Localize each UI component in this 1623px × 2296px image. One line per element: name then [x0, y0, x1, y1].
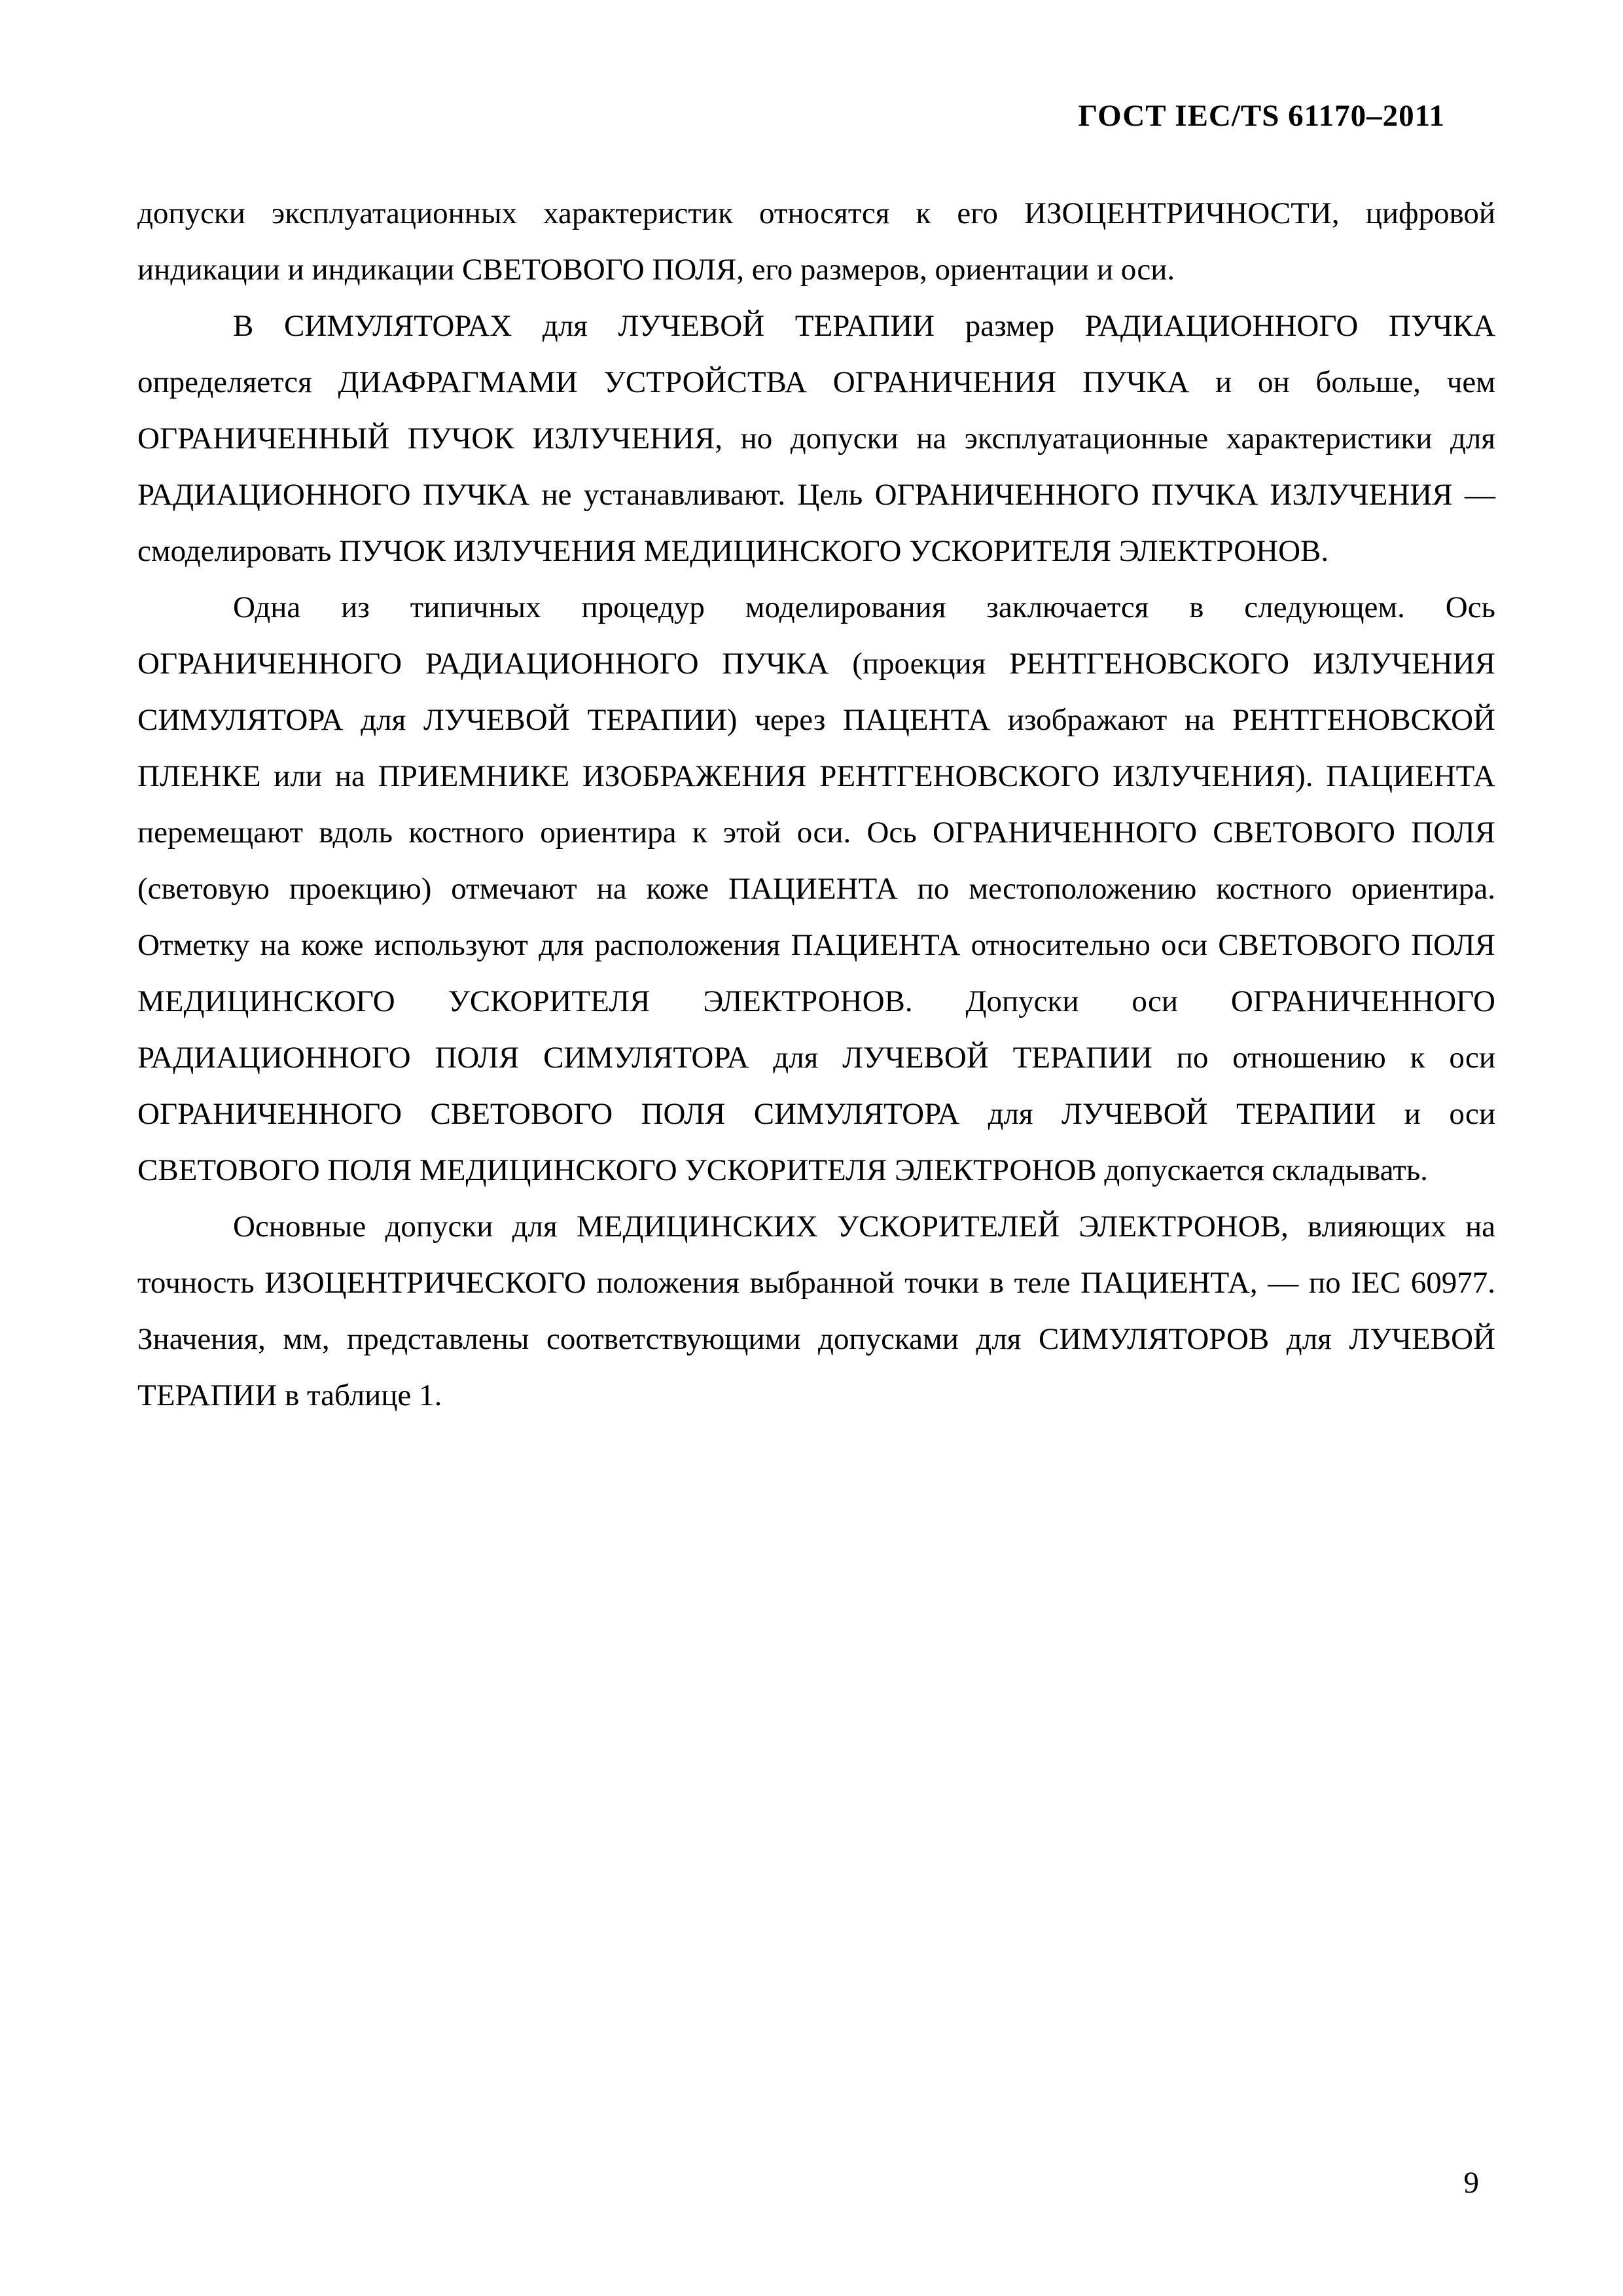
- paragraph-continuation: допуски эксплуатационных характеристик относятся к его ИЗОЦЕНТРИЧНОСТИ, цифровой индикации и индикации СВЕТОВОГО ПОЛЯ, его размеров, ориентации и оси.: [137, 196, 1495, 287]
- paragraph: В СИМУЛЯТОРАХ для ЛУЧЕВОЙ ТЕРАПИИ размер РАДИАЦИОННОГО ПУЧКА определяется ДИАФРАГМАМИ УСТРОЙСТВА ОГРАНИЧЕНИЯ ПУЧКА и он больше, чем ОГРАНИЧЕННЫЙ ПУЧОК ИЗЛУЧЕНИЯ, но допуски на эксплуатационные характеристики для РАДИАЦИОННОГО ПУЧКА не устанавливают. Цель ОГРАНИЧЕННОГО ПУЧКА ИЗЛУЧЕНИЯ — смоделировать ПУЧОК ИЗЛУЧЕНИЯ МЕДИЦИНСКОГО УСКОРИТЕЛЯ ЭЛЕКТРОНОВ.: [137, 309, 1495, 568]
- paragraph: Одна из типичных процедур моделирования заключается в следующем. Ось ОГРАНИЧЕННОГО РАДИАЦИОННОГО ПУЧКА (проекция РЕНТГЕНОВСКОГО ИЗЛУЧЕНИЯ СИМУЛЯТОРА для ЛУЧЕВОЙ ТЕРАПИИ) через ПАЦЕНТА изображают на РЕНТГЕНОВСКОЙ ПЛЕНКЕ или на ПРИЕМНИКЕ ИЗОБРАЖЕНИЯ РЕНТГЕНОВСКОГО ИЗЛУЧЕНИЯ). ПАЦИЕНТА перемещают вдоль костного ориентира к этой оси. Ось ОГРАНИЧЕННОГО СВЕТОВОГО ПОЛЯ (световую проекцию) отмечают на коже ПАЦИЕНТА по местоположению костного ориентира. Отметку на коже используют для расположения ПАЦИЕНТА относительно оси СВЕТОВОГО ПОЛЯ МЕДИЦИНСКОГО УСКОРИТЕЛЯ ЭЛЕКТРОНОВ. Допуски оси ОГРАНИЧЕННОГО РАДИАЦИОННОГО ПОЛЯ СИМУЛЯТОРА для ЛУЧЕВОЙ ТЕРАПИИ по отношению к оси ОГРАНИЧЕННОГО СВЕТОВОГО ПОЛЯ СИМУЛЯТОРА для ЛУЧЕВОЙ ТЕРАПИИ и оси СВЕТОВОГО ПОЛЯ МЕДИЦИНСКОГО УСКОРИТЕЛЯ ЭЛЕКТРОНОВ допускается складывать.: [137, 590, 1495, 1187]
- paragraph: Основные допуски для МЕДИЦИНСКИХ УСКОРИТЕЛЕЙ ЭЛЕКТРОНОВ, влияющих на точность ИЗОЦЕНТРИЧЕСКОГО положения выбранной точки в теле ПАЦИЕНТА, — по IEC 60977. Значения, мм, представлены соответствующими допусками для СИМУЛЯТОРОВ для ЛУЧЕВОЙ ТЕРАПИИ в таблице 1.: [137, 1210, 1495, 1412]
- page-number: 9: [1463, 2166, 1479, 2200]
- document-body: [137, 185, 1495, 1424]
- document-header: ГОСТ IEC/TS 61170–2011: [1078, 99, 1445, 133]
